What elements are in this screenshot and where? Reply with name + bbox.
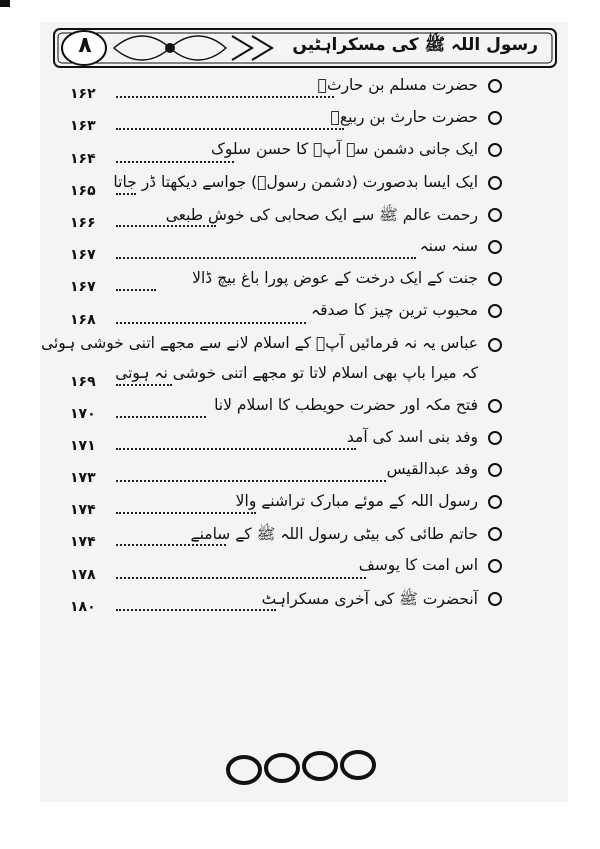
circle-bullet-icon bbox=[488, 431, 502, 445]
toc-entry[interactable] bbox=[70, 392, 502, 424]
toc-entry-title: حاتم طائی کی بیٹی رسول اللہ ﷺ کے سامنے bbox=[190, 525, 478, 544]
dot-leader bbox=[116, 257, 416, 259]
toc-entry[interactable] bbox=[70, 201, 502, 233]
toc-entry-page: ۱۷۴ bbox=[70, 534, 96, 551]
dot-leader bbox=[116, 512, 256, 514]
circle-bullet-icon bbox=[488, 79, 502, 93]
toc-entry-title: عباس یہ نہ فرمائیں آپؐ کے اسلام لانے سے مجھے اتنی خوشی ہوئی bbox=[41, 333, 478, 352]
circle-bullet-icon bbox=[488, 527, 502, 541]
toc-entry[interactable] bbox=[70, 297, 502, 329]
circle-bullet-icon bbox=[488, 208, 502, 222]
toc-entry[interactable] bbox=[70, 72, 502, 104]
toc-entry[interactable] bbox=[70, 233, 502, 265]
toc-entry-page: ۱۶۳ bbox=[70, 118, 96, 135]
dot-leader bbox=[116, 322, 306, 324]
toc-entry-title: محبوب ترین چیز کا صدقہ bbox=[311, 301, 478, 320]
circle-bullet-icon bbox=[488, 304, 502, 318]
dot-leader bbox=[116, 544, 226, 546]
dot-leader bbox=[116, 289, 156, 291]
toc-entry-title: آنحضرت ﷺ کی آخری مسکراہٹ bbox=[261, 589, 478, 608]
toc-entry-page: ۱۷۴ bbox=[70, 502, 96, 519]
running-header bbox=[52, 26, 558, 70]
toc-entry[interactable] bbox=[70, 520, 502, 552]
toc-entry-title-continued: کہ میرا باپ بھی اسلام لاتا تو مجھے اتنی خوشی نہ ہوتی bbox=[115, 363, 478, 382]
toc-entry-page: ۱۶۶ bbox=[70, 214, 96, 231]
dot-leader bbox=[116, 416, 206, 418]
dot-leader bbox=[116, 609, 276, 611]
circle-bullet-icon bbox=[488, 463, 502, 477]
circle-bullet-icon bbox=[488, 240, 502, 254]
toc-entry-title: رحمت عالم ﷺ سے ایک صحابی کی خوش طبعی bbox=[165, 205, 478, 224]
dot-leader bbox=[116, 128, 344, 130]
circle-bullet-icon bbox=[488, 272, 502, 286]
circle-bullet-icon bbox=[488, 176, 502, 190]
toc-entry[interactable] bbox=[70, 552, 502, 584]
toc-entry-page: ۱۷۰ bbox=[70, 405, 96, 422]
toc-entry-title: وفد بنی اسد کی آمد bbox=[346, 427, 478, 446]
toc-entry-title: جنت کے ایک درخت کے عوض پورا باغ بیچ ڈالا bbox=[192, 269, 478, 288]
toc-entry-page: ۱۷۱ bbox=[70, 437, 96, 454]
table-of-contents bbox=[41, 72, 502, 617]
dot-leader bbox=[116, 193, 136, 195]
toc-entry[interactable] bbox=[70, 104, 502, 136]
toc-entry-page: ۱۶۲ bbox=[70, 86, 96, 103]
circle-bullet-icon bbox=[488, 111, 502, 125]
toc-entry[interactable] bbox=[70, 169, 502, 201]
circle-bullet-icon bbox=[488, 495, 502, 509]
toc-entry-page: ۱۸۰ bbox=[70, 598, 96, 615]
toc-entry-title: حضرت مسلم بن حارثؓ bbox=[317, 76, 478, 94]
dot-leader bbox=[116, 577, 366, 579]
toc-entry[interactable] bbox=[70, 424, 502, 456]
toc-entry[interactable] bbox=[70, 456, 502, 488]
circle-bullet-icon bbox=[488, 338, 502, 352]
toc-entry[interactable] bbox=[41, 330, 502, 392]
toc-entry-page: ۱۶۵ bbox=[70, 182, 96, 199]
end-ornament-rings bbox=[222, 746, 382, 788]
toc-entry-page: ۱۷۸ bbox=[70, 566, 96, 583]
toc-entry-title: وفد عبدالقیس bbox=[386, 459, 478, 478]
toc-entry[interactable] bbox=[70, 136, 502, 168]
dot-leader bbox=[116, 225, 216, 227]
toc-entry-title: سنہ سنہ bbox=[419, 236, 478, 255]
circle-bullet-icon bbox=[488, 143, 502, 157]
toc-entry[interactable] bbox=[70, 488, 502, 520]
toc-entry-page: ۱۶۸ bbox=[70, 311, 96, 328]
toc-entry-title: اس امت کا یوسف bbox=[358, 556, 478, 575]
circle-bullet-icon bbox=[488, 592, 502, 606]
toc-entry-title: ایک جانی دشمن سے آپؐ کا حسن سلوک bbox=[211, 140, 478, 159]
toc-entry-title: حضرت حارث بن ربیعؓ bbox=[330, 108, 478, 127]
dot-leader bbox=[116, 480, 386, 482]
toc-entry-page: ۱۶۷ bbox=[70, 279, 96, 296]
toc-entry-page: ۱۶۹ bbox=[70, 373, 96, 390]
dot-leader bbox=[116, 448, 356, 450]
toc-entry-page: ۱۷۳ bbox=[70, 470, 96, 487]
toc-entry[interactable] bbox=[70, 265, 502, 297]
running-header-title: رسول اللہ ﷺ کی مسکراہٹیں bbox=[292, 35, 538, 55]
toc-entry-title: رسول اللہ کے موئے مبارک تراشنے والا bbox=[235, 492, 478, 511]
dot-leader bbox=[116, 384, 172, 386]
toc-entry-title: فتح مکہ اور حضرت حویطب کا اسلام لانا bbox=[214, 395, 478, 414]
scan-corner-mark bbox=[0, 0, 10, 7]
toc-entry[interactable] bbox=[70, 585, 502, 617]
dot-leader bbox=[116, 161, 234, 163]
circle-bullet-icon bbox=[488, 559, 502, 573]
circle-bullet-icon bbox=[488, 399, 502, 413]
page-number: ۸ bbox=[78, 33, 92, 58]
toc-entry-title: ایک ایسا بدصورت (دشمن رسولؐ) جواسے دیکھتا ڈر جاتا bbox=[113, 172, 478, 191]
toc-entry-page: ۱۶۴ bbox=[70, 150, 96, 167]
dot-leader bbox=[116, 96, 334, 98]
toc-entry-page: ۱۶۷ bbox=[70, 247, 96, 264]
